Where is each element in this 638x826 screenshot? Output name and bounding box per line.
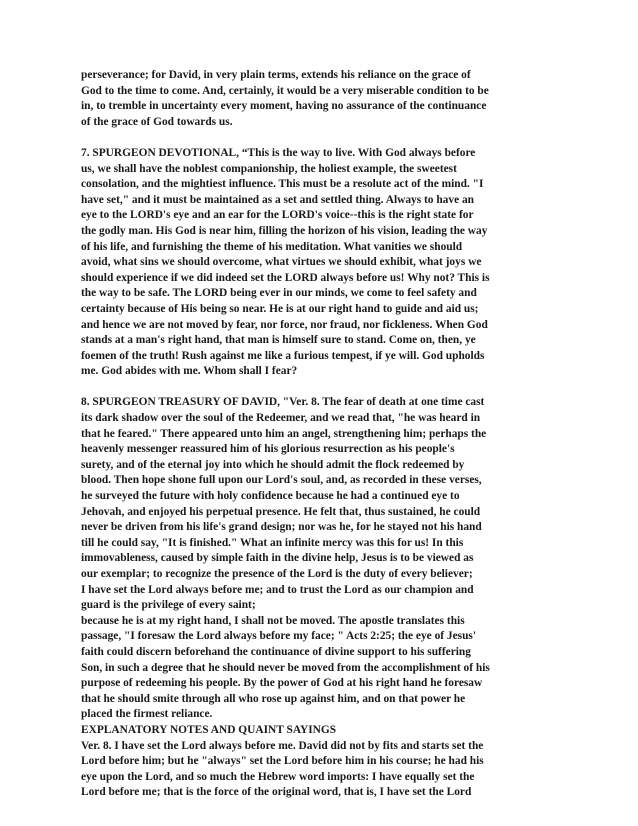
text-line: Son, in such a degree that he should never be moved from the accomplishment of his	[81, 661, 490, 674]
paragraph-spacer	[81, 380, 551, 396]
text-line: and hence we are not moved by fear, nor force, nor fraud, nor fickleness. When God	[81, 318, 488, 331]
text-line: he surveyed the future with holy confidence because he had a continued eye to	[81, 490, 460, 503]
text-line: Jehovah, and enjoyed his perpetual presence. He felt that, thus sustained, he could	[81, 505, 481, 518]
paragraph-perseverance	[81, 68, 551, 130]
text-line: placed the firmest reliance.	[81, 708, 213, 721]
text-line: have set," and it must be maintained as a set and settled thing. Always to have an	[81, 193, 475, 206]
text-line: because he is at my right hand, I shall not be moved. The apostle translates this	[81, 614, 465, 627]
document-page	[81, 68, 551, 801]
text-line: eye upon the Lord, and so much the Hebrew word imports: I have equally set the	[81, 770, 475, 783]
text-line: 7. SPURGEON DEVOTIONAL, “This is the way to live. With God always before	[81, 146, 476, 159]
text-line: avoid, what sins we should overcome, what virtues we should exhibit, what joys we	[81, 256, 482, 269]
text-line: us, we shall have the noblest companionship, the holiest example, the sweetest	[81, 162, 457, 175]
text-line: of his life, and furnishing the theme of his meditation. What vanities we should	[81, 240, 463, 253]
text-line: heavenly messenger reassured him of his glorious resurrection as his people's	[81, 443, 455, 456]
text-line: blood. Then hope shone full upon our Lord's soul, and, as recorded in these verses,	[81, 474, 482, 487]
text-line: that he feared." There appeared unto him an angel, strengthening him; perhaps the	[81, 427, 487, 440]
paragraph-spurgeon-devotional	[81, 146, 551, 380]
text-line: Lord before me; that is the force of the original word, that is, I have set the Lord	[81, 786, 472, 799]
text-line: Ver. 8. I have set the Lord always before me. David did not by fits and starts set the	[81, 739, 484, 752]
text-line: surety, and of the eternal joy into which he should admit the flock redeemed by	[81, 458, 465, 471]
text-line: certainty because of His being so near. He is at our right hand to guide and aid us;	[81, 302, 479, 315]
text-line: God to the time to come. And, certainly, it would be a very miserable condition to be	[81, 84, 489, 97]
text-line: Lord before him; but he "always" set the Lord before him in his course; he had his	[81, 755, 484, 768]
text-line: foemen of the truth! Rush against me like a furious tempest, if ye will. God upholds	[81, 349, 485, 362]
text-line: our exemplar; to recognize the presence of the Lord is the duty of every believer;	[81, 568, 473, 580]
paragraph-spurgeon-treasury	[81, 395, 551, 800]
text-line: the way to be safe. The LORD being ever in our minds, we come to feel safety and	[81, 287, 477, 300]
text-line: perseverance; for David, in very plain terms, extends his reliance on the grace of	[81, 69, 471, 81]
section-heading: EXPLANATORY NOTES AND QUAINT SAYINGS	[81, 723, 337, 736]
text-line: never be driven from his life's grand design; nor was he, for he stayed not his hand	[81, 521, 482, 534]
text-line: guard is the privilege of every saint;	[81, 599, 256, 612]
text-line: passage, "I foresaw the Lord always before my face; " Acts 2:25; the eye of Jesus'	[81, 630, 477, 643]
text-line: in, to tremble in uncertainty every moment, having no assurance of the continuance	[81, 100, 487, 113]
text-line: consolation, and the mightiest influence. This must be a resolute act of the mind. "I	[81, 178, 484, 191]
text-line: eye to the LORD's eye and an ear for the LORD's voice--this is the right state for	[81, 209, 474, 222]
text-line: its dark shadow over the soul of the Redeemer, and we read that, "he was heard in	[81, 412, 481, 425]
text-line: the godly man. His God is near him, filling the horizon of his vision, leading the way	[81, 224, 488, 237]
text-line: purpose of redeeming his people. By the power of God at his right hand he foresaw	[81, 677, 483, 690]
text-line: me. God abides with me. Whom shall I fear?	[81, 365, 298, 378]
text-line: immovableness, caused by simple faith in the divine help, Jesus is to be viewed as	[81, 552, 474, 565]
text-line: stands at a man's right hand, that man is himself sure to stand. Come on, then, ye	[81, 334, 476, 347]
text-line: should experience if we did indeed set the LORD always before us! Why not? This is	[81, 271, 490, 284]
paragraph-spacer	[81, 130, 551, 146]
text-line: till he could say, "It is finished." What an infinite mercy was this for us! In this	[81, 536, 464, 549]
text-line: that he should smite through all who rose up against him, and on that power he	[81, 692, 466, 705]
text-line: I have set the Lord always before me; and to trust the Lord as our champion and	[81, 583, 474, 596]
text-line: of the grace of God towards us.	[81, 115, 233, 128]
text-line: 8. SPURGEON TREASURY OF DAVID, "Ver. 8. The fear of death at one time cast	[81, 396, 485, 409]
text-line: faith could discern beforehand the continuance of divine support to his suffering	[81, 645, 471, 658]
